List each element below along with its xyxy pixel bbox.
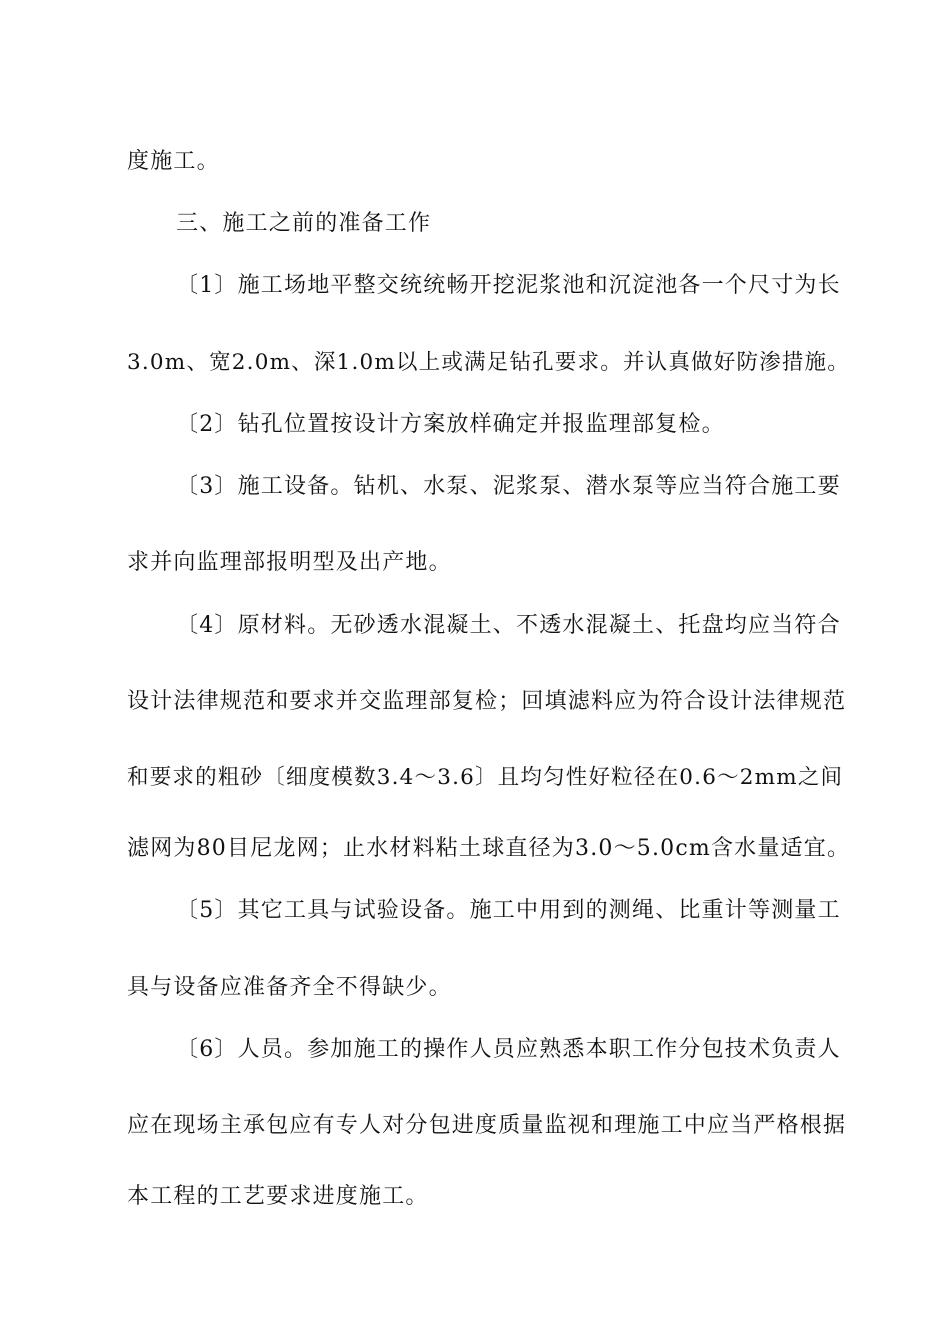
- paragraph-line: 3.0m、宽2.0m、深1.0m以上或满足钻孔要求。并认真做好防渗措施。: [127, 350, 850, 375]
- paragraph-line: 〔6〕人员。参加施工的操作人员应熟悉本职工作分包技术负责人: [176, 1037, 841, 1062]
- section-heading: 三、施工之前的准备工作: [176, 211, 432, 236]
- paragraph-line: 〔4〕原材料。无砂透水混凝土、不透水混凝土、托盘均应当符合: [176, 613, 841, 638]
- paragraph-line: 度施工。: [127, 149, 220, 174]
- paragraph-line: 和要求的粗砂〔细度模数3.4～3.6〕且均匀性好粒径在0.6～2mm之间: [127, 765, 844, 790]
- paragraph-line: 求并向监理部报明型及出产地。: [127, 550, 452, 575]
- paragraph-line: 设计法律规范和要求并交监理部复检；回填滤料应为符合设计法律规范: [127, 689, 847, 714]
- paragraph-line: 滤网为80目尼龙网；止水材料粘土球直径为3.0～5.0cm含水量适宜。: [127, 836, 851, 861]
- paragraph-line: 本工程的工艺要求进度施工。: [127, 1184, 429, 1209]
- paragraph-line: 〔3〕施工设备。钻机、水泵、泥浆泵、潜水泵等应当符合施工要: [176, 474, 841, 499]
- paragraph-line: 〔1〕施工场地平整交统统畅开挖泥浆池和沉淀池各一个尺寸为长: [176, 273, 841, 298]
- paragraph-line: 〔2〕钻孔位置按设计方案放样确定并报监理部复检。: [176, 412, 725, 437]
- paragraph-line: 应在现场主承包应有专人对分包进度质量监视和理施工中应当严格根据: [127, 1113, 847, 1138]
- paragraph-line: 具与设备应准备齐全不得缺少。: [127, 975, 452, 1000]
- paragraph-line: 〔5〕其它工具与试验设备。施工中用到的测绳、比重计等测量工: [176, 898, 841, 923]
